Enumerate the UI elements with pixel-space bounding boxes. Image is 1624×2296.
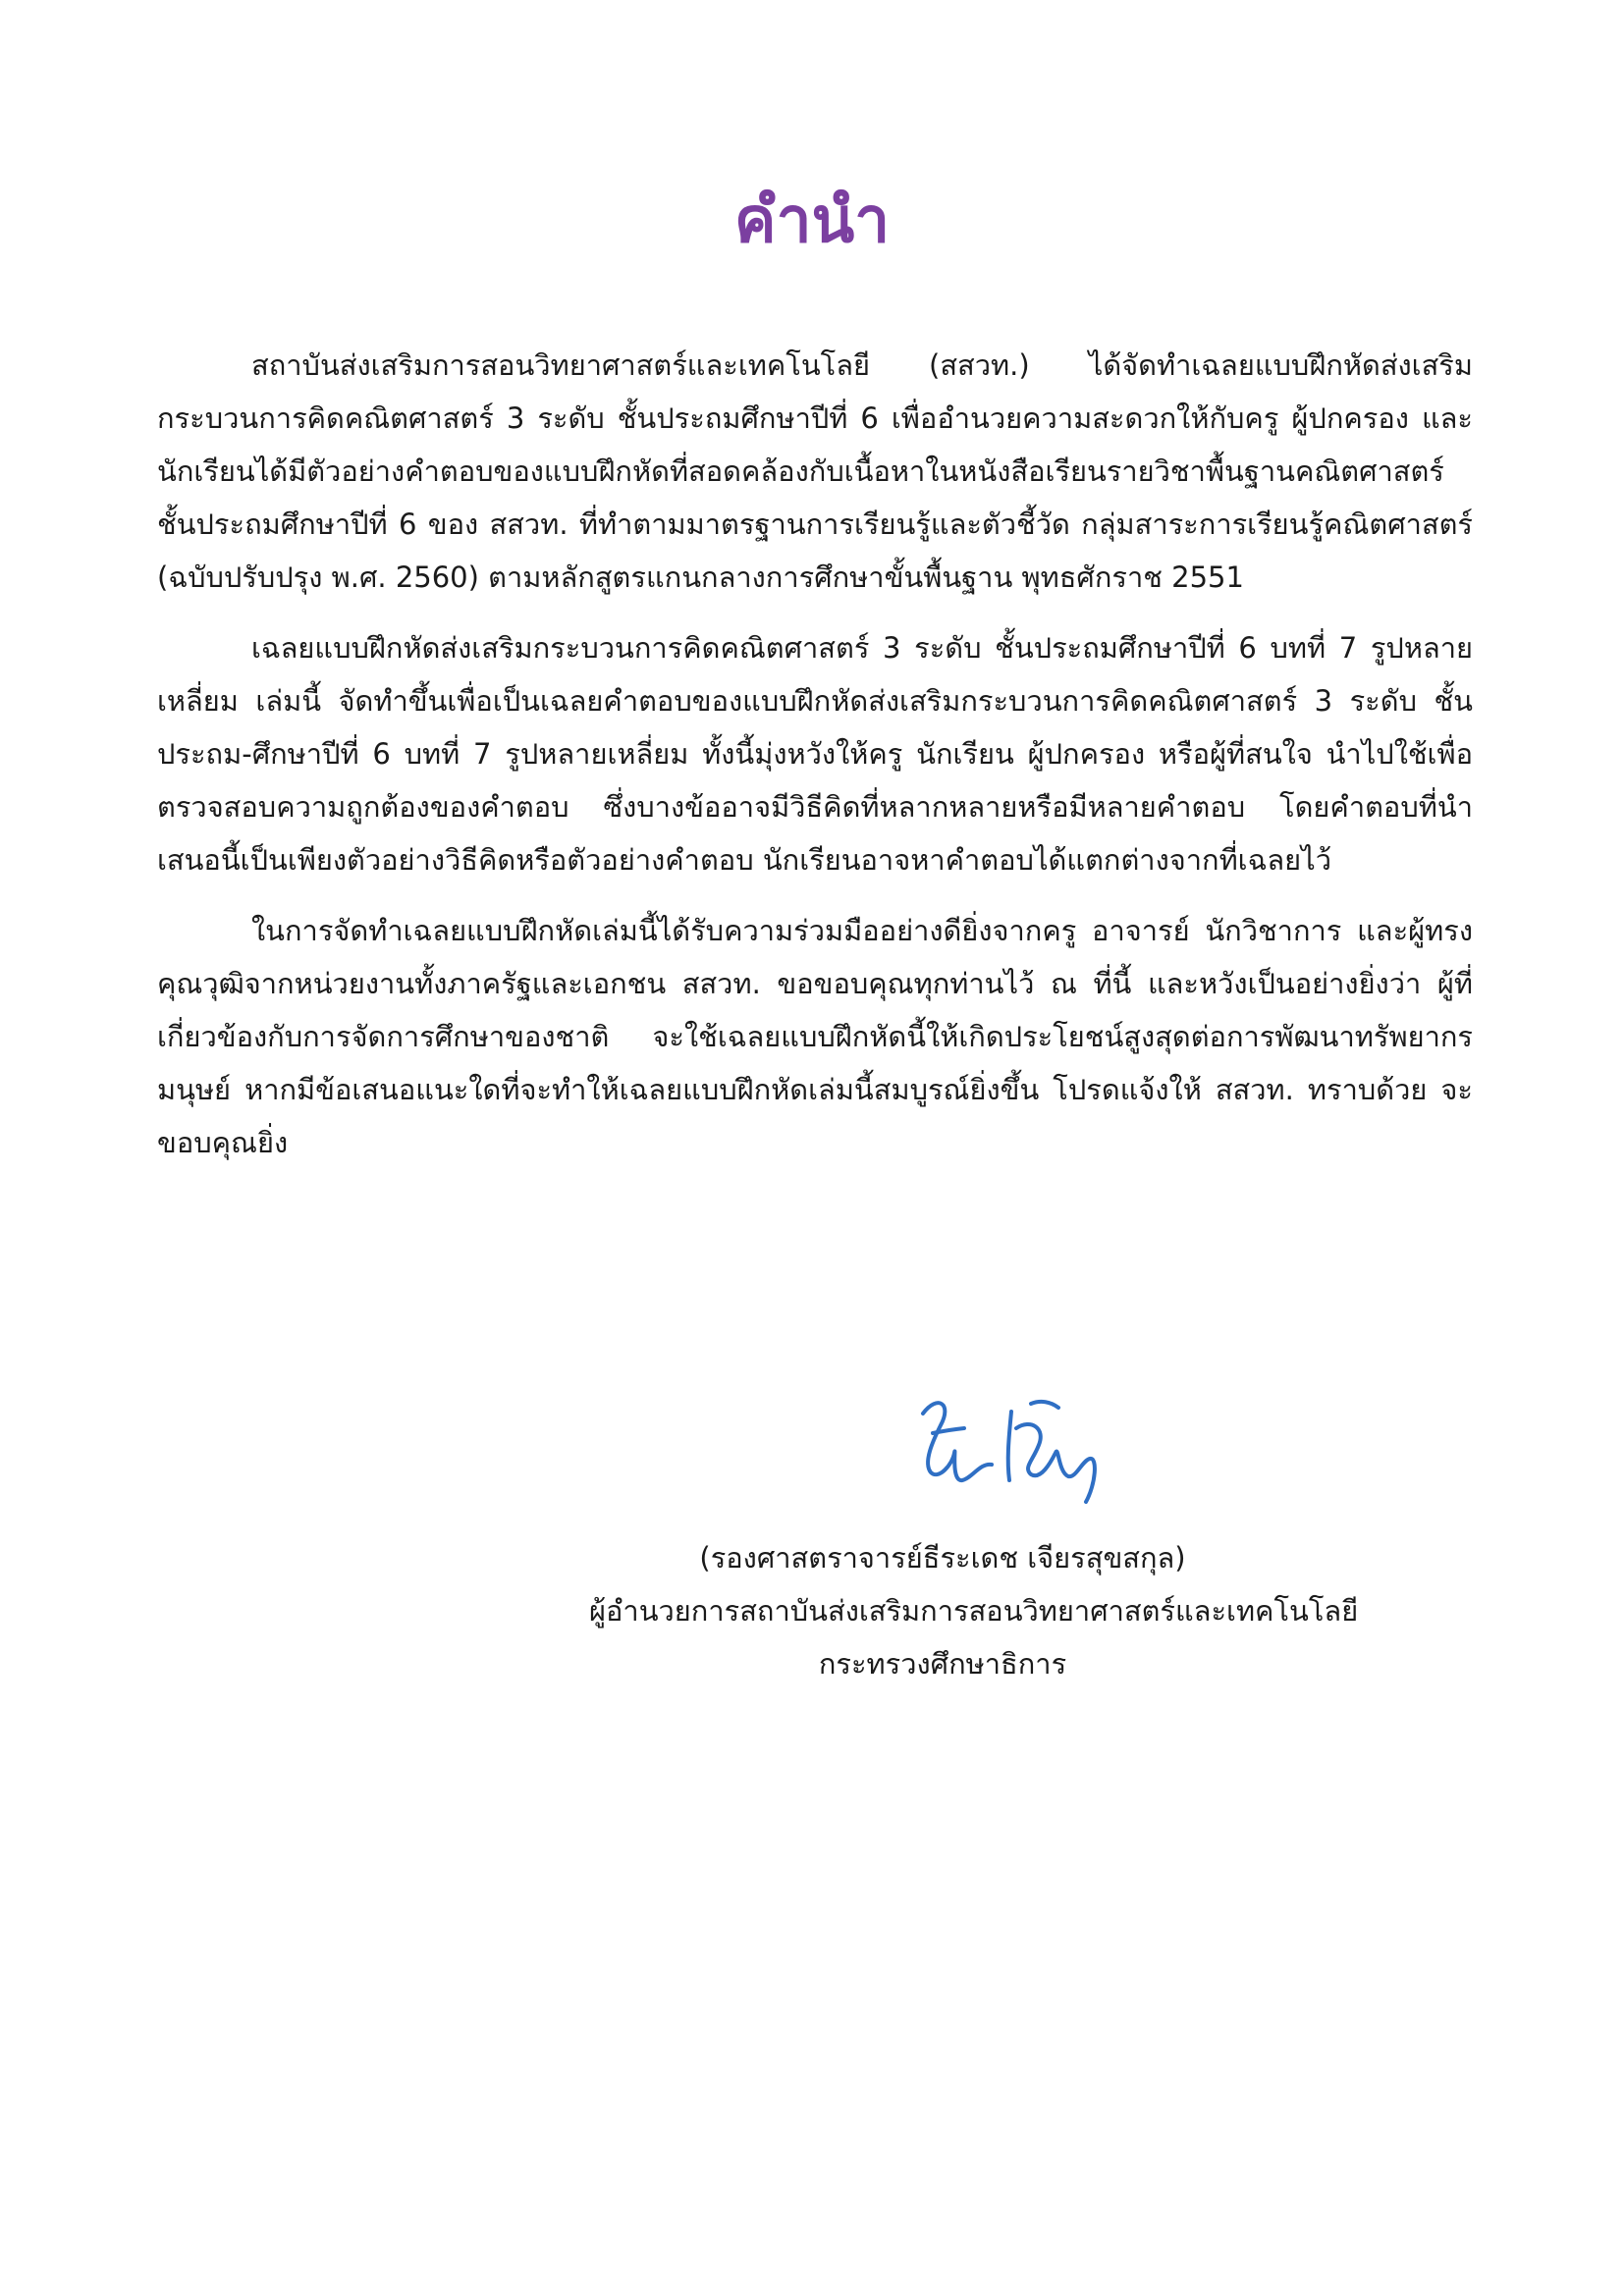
paragraph-2: เฉลยแบบฝึกหัดส่งเสริมกระบวนการคิดคณิตศาสตร์ 3 ระดับ ชั้นประถมศึกษาปีที่ 6 บทที่ 7 รูปหลายเหลี่ยม เล่มนี้ จัดทำขึ้นเพื่อเป็นเฉลยคำตอบของแบบฝึกหัดส่งเสริมกระบวนการคิดคณิตศาสตร์ 3 ระดับ ชั้นประถม-ศึกษาปีที่ 6 บทที่ 7 รูปหลายเหลี่ยม ทั้งนี้มุ่งหวังให้ครู นักเรียน ผู้ปกครอง หรือผู้ที่สนใจ นำไปใช้เพื่อตรวจสอบความถูกต้องของคำตอบ ซึ่งบางข้ออาจมีวิธีคิดที่หลากหลายหรือมีหลายคำตอบ โดยคำตอบที่นำเสนอนี้เป็นเพียงตัวอย่างวิธีคิดหรือตัวอย่างคำตอบ นักเรียนอาจหาคำตอบได้แตกต่างจากที่เฉลยไว้ (157, 631, 1473, 877)
preface-body (157, 339, 1473, 1187)
paragraph-1: สถาบันส่งเสริมการสอนวิทยาศาสตร์และเทคโนโลยี (สสวท.) ได้จัดทำเฉลยแบบฝึกหัดส่งเสริมกระบวนการคิดคณิตศาสตร์ 3 ระดับ ชั้นประถมศึกษาปีที่ 6 เพื่ออำนวยความสะดวกให้กับครู ผู้ปกครอง และนักเรียนได้มีตัวอย่างคำตอบของแบบฝึกหัดที่สอดคล้องกับเนื้อหาในหนังสือเรียนรายวิชาพื้นฐานคณิตศาสตร์ ชั้นประถมศึกษาปีที่ 6 ของ สสวท. ที่ทำตามมาตรฐานการเรียนรู้และตัวชี้วัด กลุ่มสาระการเรียนรู้คณิตศาสตร์ (ฉบับปรับปรุง พ.ศ. 2560) ตามหลักสูตรแกนกลางการศึกษาขั้นพื้นฐาน พุทธศักราช 2551 (157, 348, 1473, 594)
handwritten-signature (893, 1374, 1119, 1522)
signatory-organization: กระทรวงศึกษาธิการ (818, 1647, 1067, 1681)
signatory-position: ผู้อำนวยการสถาบันส่งเสริมการสอนวิทยาศาสตร์และเทคโนโลยี (589, 1594, 1359, 1628)
signature-text (589, 1531, 1359, 1690)
signatory-name: (รองศาสตราจารย์ธีระเดช เจียรสุขสกุล) (699, 1541, 1186, 1575)
paragraph-3: ในการจัดทำเฉลยแบบฝึกหัดเล่มนี้ได้รับความร่วมมืออย่างดียิ่งจากครู อาจารย์ นักวิชาการ และผู้ทรงคุณวุฒิจากหน่วยงานทั้งภาครัฐและเอกชน สสวท. ขอขอบคุณทุกท่านไว้ ณ ที่นี้ และหวังเป็นอย่างยิ่งว่า ผู้ที่เกี่ยวข้องกับการจัดการศึกษาของชาติ จะใช้เฉลยแบบฝึกหัดนี้ให้เกิดประโยชน์สูงสุดต่อการพัฒนาทรัพยากรมนุษย์ หากมีข้อเสนอแนะใดที่จะทำให้เฉลยแบบฝึกหัดเล่มนี้สมบูรณ์ยิ่งขึ้น โปรดแจ้งให้ สสวท. ทราบด้วย จะขอบคุณยิ่ง (157, 914, 1473, 1159)
page-title: คำนำ (733, 185, 891, 257)
